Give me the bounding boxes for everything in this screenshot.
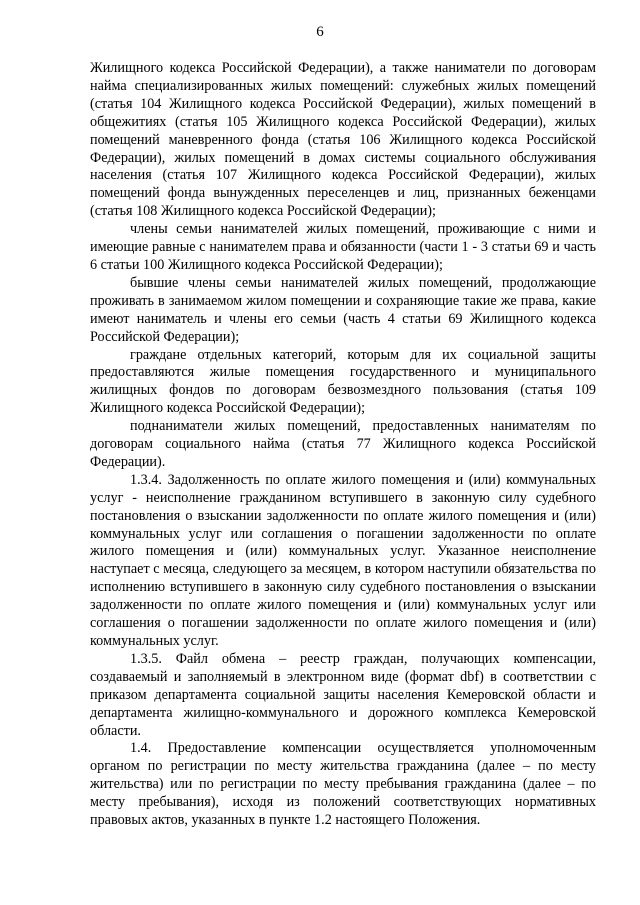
paragraph-family-members: члены семьи нанимателей жилых помещений, проживающие с ними и имеющие равные с нанимателем права и обязанности (части 1 - 3 статьи 69 и часть 6 статьи 100 Жилищного кодекса Российской Федерации);	[90, 221, 596, 273]
paragraph-former-family-members: бывшие члены семьи нанимателей жилых помещений, продолжающие проживать в занимаемом жилом помещении и сохраняющие такие же права, какие имеют наниматель и члены его семьи (часть 4 статьи 69 Жилищного кодекса Российской Федерации);	[90, 274, 596, 345]
document-body	[90, 60, 596, 830]
paragraph-1-3-4: 1.3.4. Задолженность по оплате жилого помещения и (или) коммунальных услуг - неисполнение гражданином вступившего в законную силу судебного постановления о взыскании задолженности по оплате жилого помещения и (или) коммунальных услуг или соглашения о погашении задолженности по оплате жилого помещения и (или) коммунальных услуг. Указанное неисполнение наступает с месяца, следующего за месяцем, в котором наступили обязательства по исполнению вступившего в законную силу судебного постановления о взыскании задолженности по оплате жилого помещения и (или) коммунальных услуг или соглашения о погашении задолженности по оплате жилого помещения и (или) коммунальных услуг.	[90, 471, 596, 649]
page-number: 6	[316, 24, 324, 40]
paragraph-continuation: Жилищного кодекса Российской Федерации), а также наниматели по договорам найма специализированных жилых помещений: служебных жилых помещений (статья 104 Жилищного кодекса Российской Федерации), жилых помещений в общежитиях (статья 105 Жилищного кодекса Российской Федерации), жилых помещений маневренного фонда (статья 106 Жилищного кодекса Российской Федерации), жилых помещений в домах системы социального обслуживания населения (статья 107 Жилищного кодекса Российской Федерации), жилых помещений фонда вынужденных переселенцев и лиц, признанных беженцами (статья 108 Жилищного кодекса Российской Федерации);	[90, 60, 596, 220]
paragraph-1-4: 1.4. Предоставление компенсации осуществляется уполномоченным органом по регистрации по месту жительства гражданина (далее – по месту жительства) или по регистрации по месту пребывания гражданина (далее – по месту пребывания), исходя из положений соответствующих нормативных правовых актов, указанных в пункте 1.2 настоящего Положения.	[90, 740, 596, 829]
paragraph-1-3-5: 1.3.5. Файл обмена – реестр граждан, получающих компенсации, создаваемый и заполняемый в электронном виде (формат dbf) в соответствии с приказом департамента социальной защиты населения Кемеровской области и департамента жилищно-коммунального и дорожного комплекса Кемеровской области.	[90, 650, 596, 739]
paragraph-citizen-categories: граждане отдельных категорий, которым для их социальной защиты предоставляются жилые помещения государственного и муниципального жилищных фондов по договорам безвозмездного пользования (статья 109 Жилищного кодекса Российской Федерации);	[90, 346, 596, 417]
paragraph-subtenants: поднаниматели жилых помещений, предоставленных нанимателям по договорам социального найма (статья 77 Жилищного кодекса Российской Федерации).	[90, 418, 596, 470]
